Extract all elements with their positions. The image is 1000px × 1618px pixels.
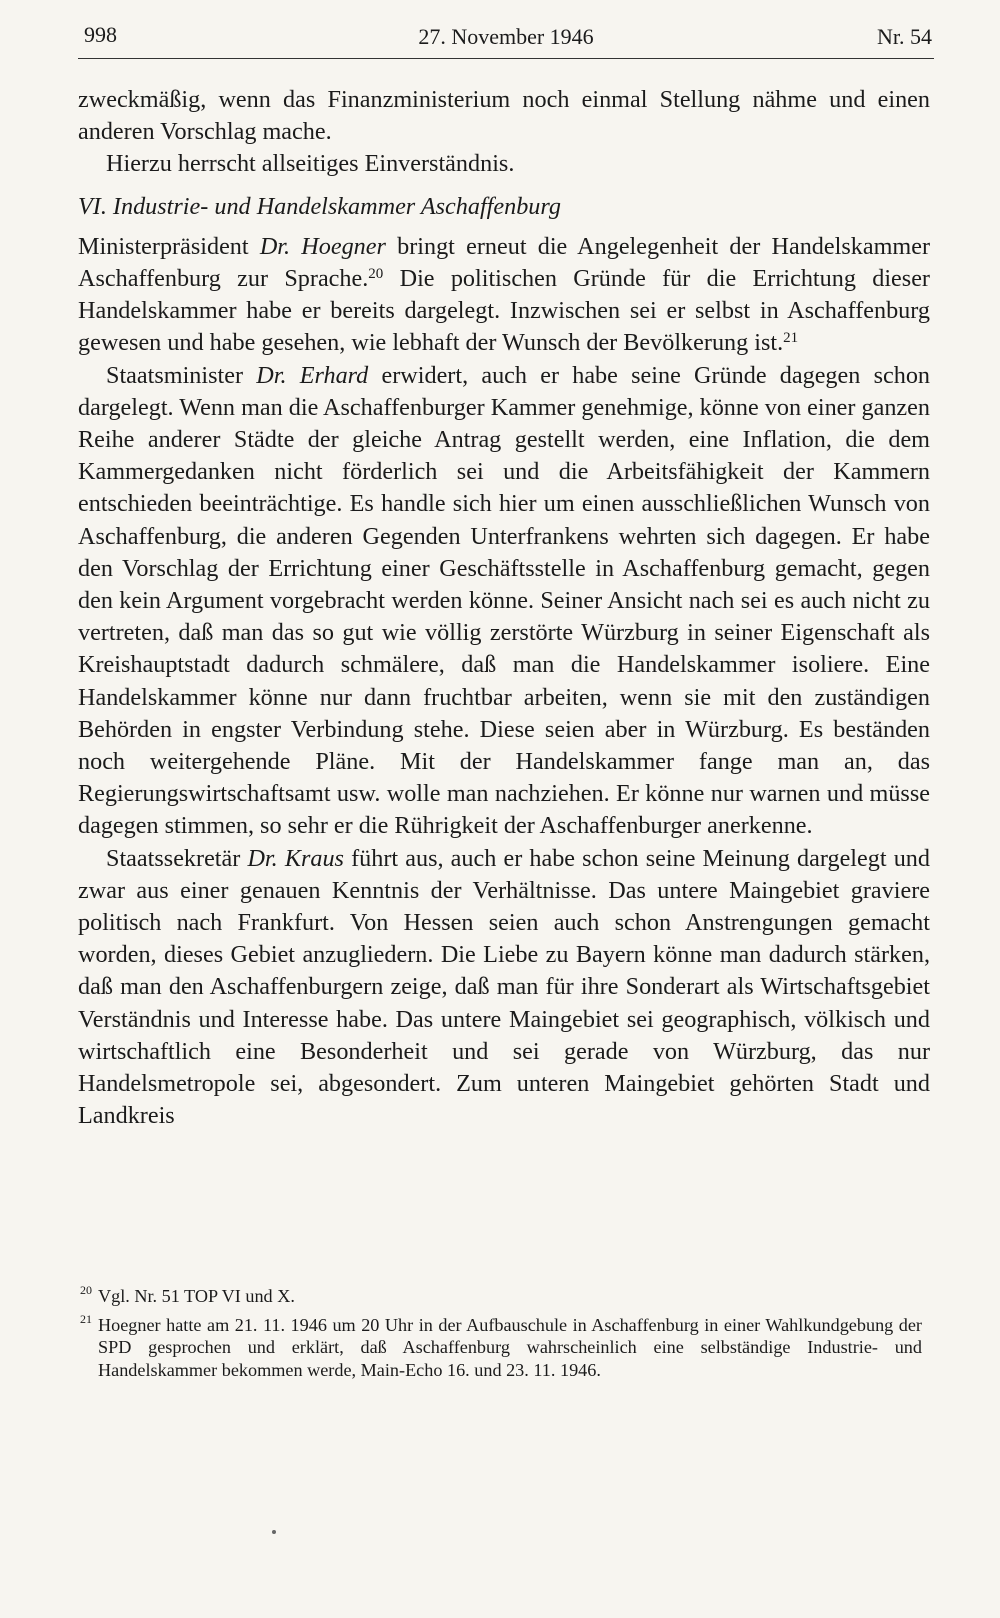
footnote bbox=[80, 1311, 922, 1382]
text-run: führt aus, auch er habe schon seine Meinung dargelegt und zwar aus einer genauen Kenntnis der Verhältnisse. Das untere Maingebiet graviere politisch nach Frankfurt. Von Hessen seien auch schon Anstrengungen gemacht worden, dieses Gebiet anzugliedern. Die Liebe zu Bayern könne man dadurch stärken, daß man den Aschaffenburgern zeige, daß man für ihre Sonderart als Wirtschaftsgebiet Verständnis und Interesse habe. Das untere Maingebiet sei geographisch, völkisch und wirtschaftlich eine Besonderheit und sei gerade von Würzburg, das nur Handelsmetropole sei, abgesondert. Zum unteren Maingebiet gehörten Stadt und Landkreis bbox=[78, 844, 930, 1130]
footnote-ref[interactable]: 21 bbox=[783, 330, 799, 347]
speaker-name: Dr. Hoegner bbox=[259, 232, 386, 260]
footnote-text: Vgl. Nr. 51 TOP VI und X. bbox=[98, 1286, 295, 1306]
text-run: bringt erneut die Angelegenheit der Handelskammer Aschaffenburg zur Sprache. bbox=[78, 232, 930, 293]
issue-number: Nr. 54 bbox=[877, 24, 932, 49]
paper-speck bbox=[272, 1530, 276, 1534]
footnote-text: Hoegner hatte am 21. 11. 1946 um 20 Uhr in der Aufbauschule in Aschaffenburg in einer Wahlkundgebung der SPD gesprochen und erklärt, daß Aschaffenburg wahrscheinlich eine selbständige Industrie- und Handelskammer bekommen werde, Main-Echo 16. und 23. 11. 1946. bbox=[98, 1314, 922, 1380]
text-run: Ministerpräsident bbox=[78, 232, 260, 260]
text-run: Staatsminister bbox=[106, 361, 257, 389]
paragraph-continued: zweckmäßig, wenn das Finanzministerium noch einmal Stellung nähme und einen anderen Vorschlag mache. bbox=[78, 86, 930, 146]
footnote-number: 20 bbox=[80, 1283, 92, 1297]
speaker-name: Dr. Kraus bbox=[247, 844, 344, 872]
main-text bbox=[78, 84, 930, 1133]
footnote bbox=[80, 1283, 922, 1308]
paragraph-hoegner bbox=[78, 231, 930, 360]
footnotes bbox=[80, 1283, 922, 1387]
footnote-number: 21 bbox=[80, 1311, 92, 1326]
speaker-name: Dr. Erhard bbox=[256, 361, 369, 389]
page-number: 998 bbox=[84, 22, 117, 47]
footnote-ref[interactable]: 20 bbox=[368, 265, 384, 282]
paragraph-kraus bbox=[78, 843, 930, 1133]
text-run: Die politischen Gründe für die Errichtung dieser Handelskammer habe er bereits dargelegt. Inzwischen sei er selbst in Aschaffenburg gewesen und habe gesehen, wie lebhaft der Wunsch der Bevölkerung ist. bbox=[78, 265, 930, 357]
paragraph-erhard bbox=[78, 360, 930, 843]
running-header bbox=[78, 22, 934, 59]
text-run: erwidert, auch er habe seine Gründe dagegen schon dargelegt. Wenn man die Aschaffenburger Kammer genehmige, könne von einer ganzen Reihe anderer Städte der gleiche Antrag gestellt werden, eine Inflation, die dem Kammergedanken nicht förderlich sei und die Arbeitsfähigkeit der Kammern entschieden beeinträchtige. Es handle sich hier um einen ausschließlichen Wunsch von Aschaffenburg, die anderen Gegenden Unterfrankens wehrten sich dagegen. Er habe den Vorschlag der Errichtung einer Geschäftsstelle in Aschaffenburg gemacht, gegen den kein Argument vorgebracht werden könne. Seiner Ansicht nach sei es auch nicht zu vertreten, daß man das so gut wie völlig zerstörte Würzburg in seiner Eigenschaft als Kreishauptstadt dadurch schmälere, daß man die Handelskammer isoliere. Eine Handelskammer könne nur dann fruchtbar arbeiten, wenn sie mit den zuständigen Behörden in engster Verbindung stehe. Diese seien aber in Würzburg. Es beständen noch weitergehende Pläne. Mit der Handelskammer fange man an, das Regierungswirtschaftsamt usw. wolle man nachziehen. Er könne nur warnen und müsse dagegen stimmen, so sehr er die Rührigkeit der Aschaffenburger anerkenne. bbox=[78, 361, 931, 840]
section-heading: VI. Industrie- und Handelskammer Aschaffenburg bbox=[78, 192, 562, 220]
paragraph-agreement: Hierzu herrscht allseitiges Einverständnis. bbox=[106, 150, 515, 178]
header-date: 27. November 1946 bbox=[418, 24, 594, 49]
text-run: Staatssekretär bbox=[106, 844, 248, 872]
